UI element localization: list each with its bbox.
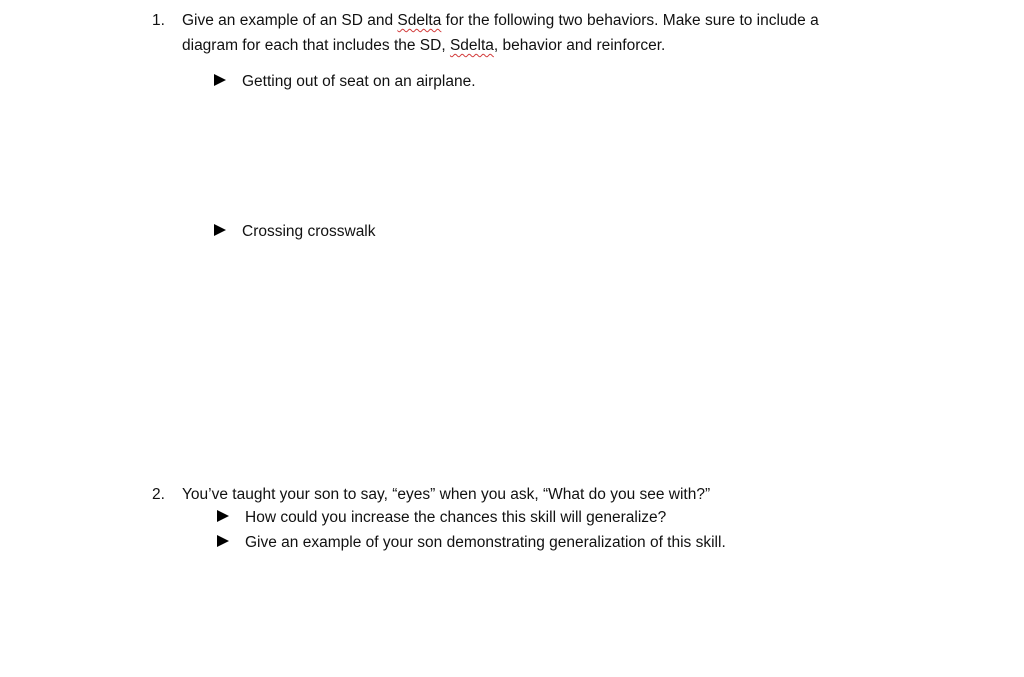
arrow-right-icon [214, 224, 226, 236]
question-2-number: 2. [152, 486, 165, 503]
bullet-text: How could you increase the chances this skill will generalize? [245, 509, 667, 526]
arrow-right-icon [217, 510, 229, 522]
question-1-number: 1. [152, 12, 165, 29]
arrow-right-icon [217, 535, 229, 547]
question-1-line-2: diagram for each that includes the SD, Sdelta, behavior and reinforcer. [182, 37, 666, 54]
question-1-text [182, 8, 892, 58]
bullet-text: Crossing crosswalk [242, 223, 376, 240]
spelling-flag-sdelta: Sdelta [397, 12, 442, 29]
question-1-bullet-1 [214, 71, 476, 93]
bullet-text: Getting out of seat on an airplane. [242, 73, 476, 90]
question-1-line-1: Give an example of an SD and Sdelta for the following two behaviors. Make sure to include a [182, 12, 819, 29]
question-2-bullet-2 [217, 532, 726, 554]
question-1-bullet-2 [214, 221, 376, 243]
arrow-right-icon [214, 74, 226, 86]
question-2-text: You’ve taught your son to say, “eyes” when you ask, “What do you see with?” [182, 486, 711, 503]
spelling-flag-sdelta: Sdelta [449, 37, 494, 54]
bullet-text: Give an example of your son demonstrating generalization of this skill. [245, 534, 726, 551]
question-2-bullet-1 [217, 507, 667, 529]
